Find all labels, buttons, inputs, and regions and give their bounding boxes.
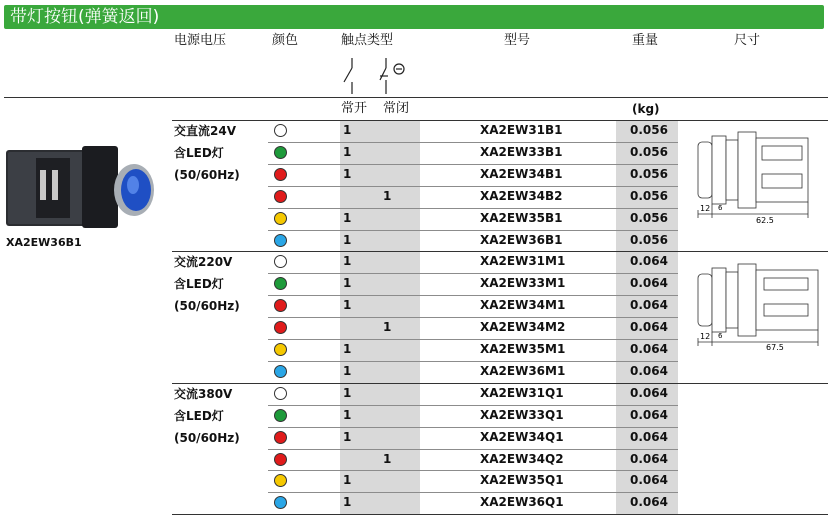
row-divider [268, 186, 678, 187]
yellow-indicator-icon [274, 474, 287, 487]
row-divider [268, 405, 678, 406]
group-divider [172, 383, 828, 384]
model-number: XA2EW36B1 [480, 232, 563, 247]
dim-c-220v: 6 [718, 332, 723, 340]
dim-a-24v: 12 [700, 204, 711, 213]
model-number: XA2EW34Q1 [480, 429, 564, 444]
weight-value: 0.056 [630, 166, 668, 181]
no-contact-count: 1 [343, 123, 352, 137]
header-color: 颜色 [272, 33, 299, 48]
row-divider [268, 208, 678, 209]
pushbutton-photo-icon [6, 140, 162, 234]
model-number: XA2EW33B1 [480, 144, 563, 159]
dimension-drawing-220v [690, 260, 824, 352]
model-number: XA2EW35M1 [480, 342, 566, 356]
voltage-label: (50/60Hz) [174, 168, 240, 182]
model-number: XA2EW34Q2 [480, 451, 564, 466]
header-unit: (kg) [632, 102, 660, 116]
weight-value: 0.064 [630, 385, 668, 400]
no-contact-count: 1 [343, 407, 352, 422]
weight-value: 0.064 [630, 429, 668, 444]
header-nc: 常闭 [383, 101, 410, 116]
red-indicator-icon [274, 190, 287, 203]
model-number: XA2EW36Q1 [480, 495, 564, 510]
yellow-indicator-icon [274, 343, 287, 356]
product-label: XA2EW36B1 [6, 236, 82, 249]
header-divider [4, 97, 828, 98]
row-divider [268, 470, 678, 471]
dim-b-24v: 62.5 [756, 216, 774, 224]
blue-indicator-icon [274, 496, 287, 509]
header-voltage: 电源电压 [174, 33, 227, 48]
weight-value: 0.064 [630, 276, 668, 291]
weight-value: 0.064 [630, 298, 668, 313]
model-number: XA2EW34M1 [480, 298, 566, 313]
voltage-label: 交直流24V [174, 124, 236, 138]
voltage-label: 交流380V [174, 386, 233, 401]
header-contact-type: 触点类型 [341, 33, 394, 48]
row-divider [268, 142, 678, 143]
model-number: XA2EW31B1 [480, 123, 563, 137]
model-number: XA2EW34B2 [480, 188, 563, 203]
row-divider [268, 317, 678, 318]
row-divider [268, 427, 678, 428]
weight-value: 0.056 [630, 123, 668, 137]
header-model: 型号 [504, 33, 531, 48]
no-contact-count: 1 [343, 495, 352, 510]
row-divider [268, 361, 678, 362]
model-number: XA2EW31M1 [480, 254, 566, 269]
weight-value: 0.064 [630, 473, 668, 488]
dimension-drawing-24v [690, 128, 820, 224]
model-number: XA2EW31Q1 [480, 385, 564, 400]
row-divider [268, 449, 678, 450]
model-number: XA2EW33M1 [480, 276, 566, 291]
voltage-label: 含LED灯 [174, 408, 224, 423]
weight-value: 0.056 [630, 188, 668, 203]
voltage-label: 含LED灯 [174, 146, 224, 160]
contact-symbols-icon [336, 52, 426, 96]
weight-value: 0.056 [630, 144, 668, 159]
weight-value: 0.064 [630, 342, 668, 356]
weight-value: 0.064 [630, 320, 668, 335]
voltage-label: (50/60Hz) [174, 299, 240, 314]
weight-value: 0.056 [630, 210, 668, 225]
weight-value: 0.056 [630, 232, 668, 247]
model-number: XA2EW35Q1 [480, 473, 564, 488]
header-no: 常开 [341, 101, 368, 116]
no-contact-count: 1 [343, 473, 352, 488]
model-number: XA2EW35B1 [480, 210, 563, 225]
red-indicator-icon [274, 321, 287, 334]
row-divider [268, 273, 678, 274]
no-contact-count: 1 [343, 298, 352, 313]
green-indicator-icon [274, 277, 287, 290]
white-indicator-icon [274, 387, 287, 400]
no-contact-count: 1 [343, 166, 352, 181]
green-indicator-icon [274, 146, 287, 159]
page-title: 带灯按钮(弹簧返回) [10, 7, 160, 27]
weight-value: 0.064 [630, 451, 668, 466]
table-bottom-line [172, 514, 828, 515]
group-divider [172, 120, 828, 121]
white-indicator-icon [274, 255, 287, 268]
model-number: XA2EW36M1 [480, 363, 566, 378]
red-indicator-icon [274, 453, 287, 466]
no-contact-count: 1 [343, 144, 352, 159]
dim-b-220v: 67.5 [766, 343, 784, 352]
voltage-label: 含LED灯 [174, 277, 224, 292]
row-divider [268, 230, 678, 231]
row-divider [268, 295, 678, 296]
dim-c-24v: 6 [718, 204, 723, 212]
voltage-label: 交流220V [174, 255, 233, 270]
blue-indicator-icon [274, 234, 287, 247]
white-indicator-icon [274, 124, 287, 137]
weight-value: 0.064 [630, 254, 668, 269]
group-divider [172, 251, 828, 252]
header-dimensions: 尺寸 [734, 33, 761, 48]
no-contact-count: 1 [343, 363, 352, 378]
weight-value: 0.064 [630, 363, 668, 378]
no-contact-count: 1 [343, 385, 352, 400]
weight-value: 0.064 [630, 407, 668, 422]
red-indicator-icon [274, 168, 287, 181]
voltage-label: (50/60Hz) [174, 430, 240, 445]
header-weight: 重量 [632, 33, 659, 48]
row-divider [268, 164, 678, 165]
no-contact-count: 1 [343, 232, 352, 247]
row-divider [268, 339, 678, 340]
no-contact-count: 1 [343, 342, 352, 356]
no-contact-count: 1 [343, 429, 352, 444]
nc-contact-count: 1 [383, 320, 392, 335]
model-number: XA2EW34M2 [480, 320, 566, 335]
no-contact-count: 1 [343, 254, 352, 269]
yellow-indicator-icon [274, 212, 287, 225]
weight-value: 0.064 [630, 495, 668, 510]
model-number: XA2EW34B1 [480, 166, 563, 181]
red-indicator-icon [274, 431, 287, 444]
no-contact-count: 1 [343, 276, 352, 291]
nc-contact-count: 1 [383, 451, 392, 466]
red-indicator-icon [274, 299, 287, 312]
green-indicator-icon [274, 409, 287, 422]
blue-indicator-icon [274, 365, 287, 378]
row-divider [268, 492, 678, 493]
title-bar [4, 5, 824, 29]
model-number: XA2EW33Q1 [480, 407, 564, 422]
nc-contact-count: 1 [383, 188, 392, 203]
no-contact-count: 1 [343, 210, 352, 225]
dim-a-220v: 12 [700, 332, 711, 341]
